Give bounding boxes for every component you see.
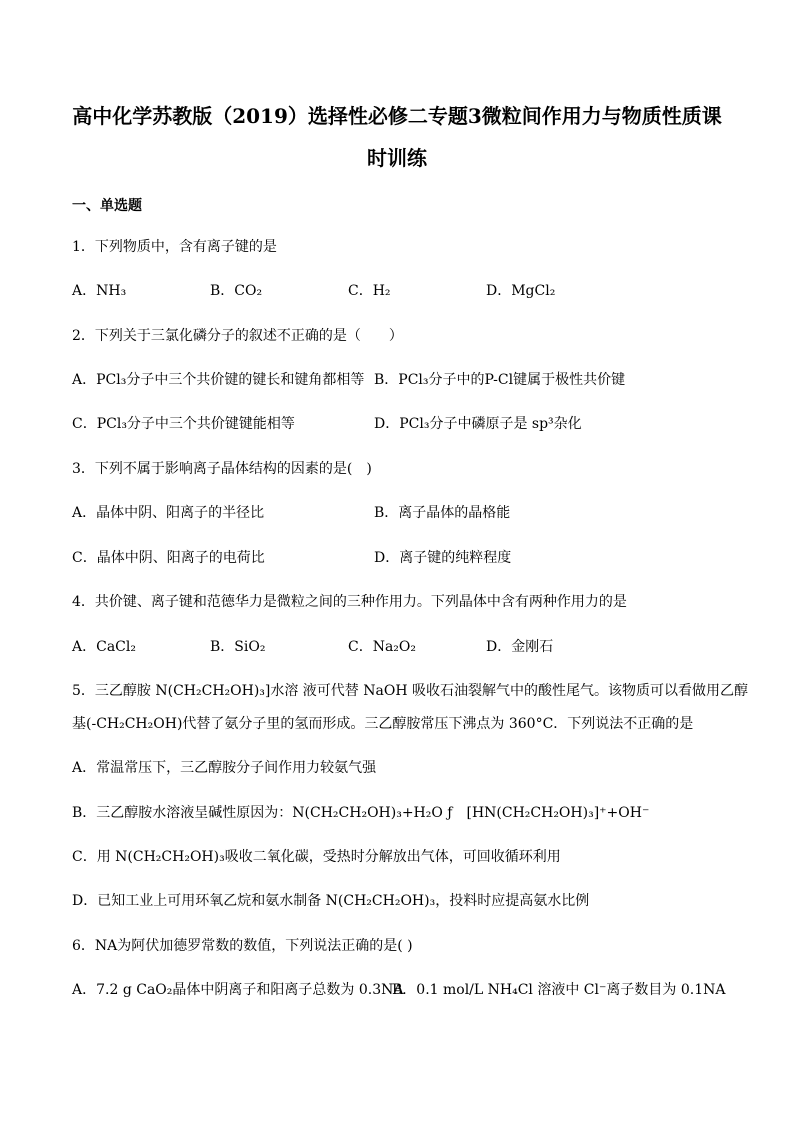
document-title-line-1: 高中化学苏教版（2019）选择性必修二专题3微粒间作用力与物质性质课 <box>72 104 722 128</box>
question-2-option-c: C．PCl₃分子中三个共价键键能相等 <box>72 416 295 432</box>
question-5-stem-line-1: 5．三乙醇胺 N(CH₂CH₂OH)₃]水溶 液可代替 NaOH 吸收石油裂解气中的酸性尾气。该物质可以看做用乙醇 <box>72 683 748 699</box>
question-6-option-a: A．7.2 g CaO₂晶体中阴离子和阳离子总数为 0.3NA <box>72 982 404 998</box>
question-5-option-b: B．三乙醇胺水溶液呈碱性原因为：N(CH₂CH₂OH)₃+H₂O ƒ [HN(CH₂CH₂OH)₃]⁺+OH⁻ <box>72 805 650 821</box>
question-4-option-d: D．金刚石 <box>486 639 554 655</box>
question-3-option-b: B．离子晶体的晶格能 <box>374 505 511 521</box>
question-2-option-d: D．PCl₃分子中磷原子是 sp³杂化 <box>374 416 582 432</box>
question-1-option-c: C．H₂ <box>348 283 391 299</box>
question-1-option-d: D．MgCl₂ <box>486 283 556 299</box>
question-4-option-c: C．Na₂O₂ <box>348 639 417 655</box>
question-5-option-d: D．已知工业上可用环氧乙烷和氨水制备 N(CH₂CH₂OH)₃，投料时应提高氨水比例 <box>72 893 590 909</box>
question-2-stem: 2．下列关于三氯化磷分子的叙述不正确的是（ ） <box>72 328 403 344</box>
question-5-option-c: C．用 N(CH₂CH₂OH)₃吸收二氧化碳，受热时分解放出气体，可回收循环利用 <box>72 849 561 865</box>
question-4-stem: 4．共价键、离子键和范德华力是微粒之间的三种作用力。下列晶体中含有两种作用力的是 <box>72 594 627 610</box>
document-title-line-2: 时训练 <box>367 146 427 170</box>
question-3-stem: 3．下列不属于影响离子晶体结构的因素的是( ) <box>72 461 372 477</box>
question-4-option-a: A．CaCl₂ <box>72 639 136 655</box>
question-2-option-b: B．PCl₃分子中的P-Cl键属于极性共价键 <box>374 372 626 388</box>
question-3-option-a: A．晶体中阴、阳离子的半径比 <box>72 505 265 521</box>
question-4-option-b: B．SiO₂ <box>210 639 266 655</box>
question-5-stem-line-2: 基(-CH₂CH₂OH)代替了氨分子里的氢而形成。三乙醇胺常压下沸点为 360°C．下列说法不正确的是 <box>72 716 694 732</box>
question-1-option-b: B．CO₂ <box>210 283 263 299</box>
section-heading: 一、单选题 <box>72 198 142 214</box>
question-3-option-d: D．离子键的纯粹程度 <box>374 550 512 566</box>
question-6-option-b: B．0.1 mol/L NH₄Cl 溶液中 Cl⁻离子数目为 0.1NA <box>392 982 726 998</box>
question-1-stem: 1．下列物质中，含有离子键的是 <box>72 239 277 255</box>
question-2-option-a: A．PCl₃分子中三个共价键的键长和键角都相等 <box>72 372 365 388</box>
question-6-stem: 6．NA为阿伏加德罗常数的数值，下列说法正确的是( ) <box>72 938 413 954</box>
question-1-option-a: A．NH₃ <box>72 283 127 299</box>
question-5-option-a: A．常温常压下，三乙醇胺分子间作用力较氨气强 <box>72 760 377 776</box>
question-3-option-c: C．晶体中阴、阳离子的电荷比 <box>72 550 265 566</box>
